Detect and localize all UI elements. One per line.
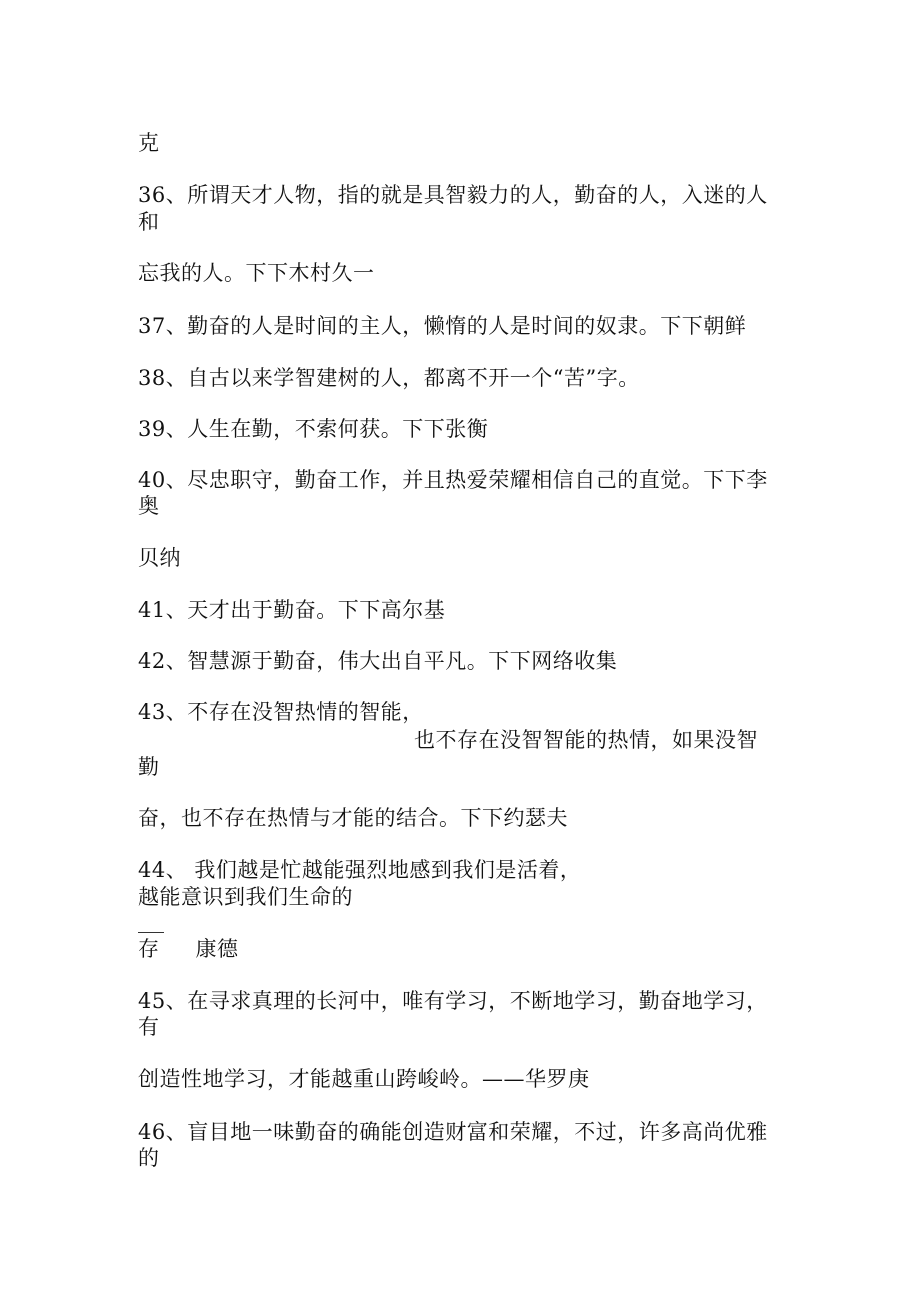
text-line: 越能意识到我们生命的 [138,885,353,909]
quote-43-line: 43、不存在没智热情的智能， [138,700,424,724]
quote-46-line: 46、盲目地一味勤奋的确能创造财富和荣耀，不过，许多高尚优雅 [138,1120,768,1144]
text-line: 也不存在没智智能的热情，如果没智 [414,728,758,752]
quote-45-line: 45、在寻求真理的长河中，唯有学习，不断地学习，勤奋地学习， [138,989,768,1013]
quote-39-line: 39、人生在勤，不索何获。下下张衡 [138,417,489,441]
text-line [138,936,239,962]
quote-37-line: 37、勤奋的人是时间的主人，懒惰的人是时间的奴隶。下下朝鲜 [138,314,747,338]
quote-44-line: 44、 我们越是忙越能强烈地感到我们是活着， [138,858,582,882]
text-line: 奋，也不存在热情与才能的结合。下下约瑟夫 [138,806,568,830]
text-line: 奥 [138,494,160,518]
text-line: 克 [138,131,160,155]
text-line: 勤 [138,755,160,779]
text-line: 和 [138,210,160,234]
text-line: 忘我的人。下下木村久一 [138,261,375,285]
text-line: 的 [138,1146,160,1170]
quote-41-line: 41、天才出于勤奋。下下高尔基 [138,598,446,622]
underline-rule [138,932,164,933]
quote-36-line: 36、所谓天才人物，指的就是具智毅力的人，勤奋的人，入迷的人 [138,183,768,207]
text-line: 贝纳 [138,546,181,570]
quote-38-line: 38、自古以来学智建树的人，都离不开一个“苦”字。 [138,366,640,390]
text-fragment: 存 [138,937,160,961]
author-name: 康德 [195,937,239,961]
text-line: 有 [138,1015,160,1039]
quote-40-line: 40、尽忠职守，勤奋工作，并且热爱荣耀相信自己的直觉。下下李 [138,468,768,492]
quote-42-line: 42、智慧源于勤奋，伟大出自平凡。下下网络收集 [138,649,618,673]
text-line: 创造性地学习，才能越重山跨峻岭。——华罗庚 [138,1067,590,1091]
